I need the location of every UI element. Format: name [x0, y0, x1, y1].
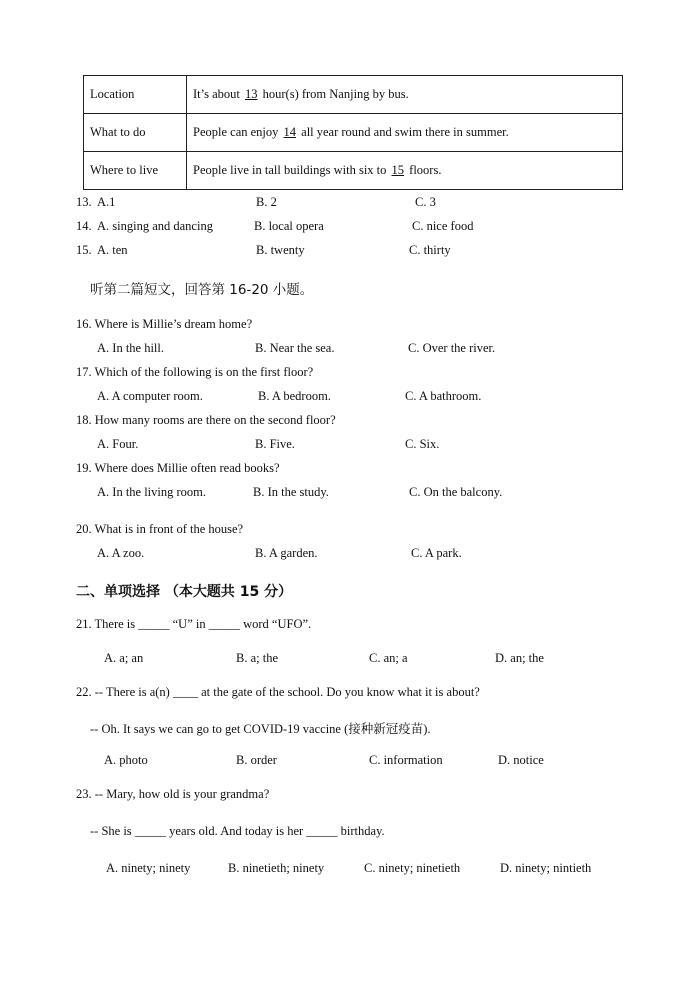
q22-option-b: B. order — [236, 753, 277, 767]
cell-text: People can enjoy — [193, 125, 279, 139]
table-cell-content — [187, 152, 623, 190]
q20-option-a: A. A zoo. — [97, 546, 145, 560]
info-table — [83, 75, 623, 190]
q14-option-c: C. nice food — [412, 219, 474, 233]
q18-stem: 18. How many rooms are there on the second floor? — [76, 413, 336, 427]
q19-stem: 19. Where does Millie often read books? — [76, 461, 280, 475]
q22-option-c: C. information — [369, 753, 443, 767]
table-cell-label: What to do — [84, 114, 187, 152]
blank-15: 15 — [391, 163, 405, 177]
q23-option-c: C. ninety; ninetieth — [364, 861, 461, 875]
q22-option-d: D. notice — [498, 753, 544, 767]
q15-option-a: A. ten — [97, 243, 128, 257]
cell-text: floors. — [409, 163, 442, 177]
q19-option-a: A. In the living room. — [97, 485, 207, 499]
q21-option-a: A. a; an — [104, 651, 144, 665]
q19-option-b: B. In the study. — [253, 485, 329, 499]
cell-text: all year round and swim there in summer. — [301, 125, 509, 139]
section-heading: 二、单项选择 （本大题共 15 分） — [76, 584, 293, 600]
q22-option-a: A. photo — [104, 753, 148, 767]
q22-stem-2: -- Oh. It says we can go to get COVID-19 vaccine (接种新冠疫苗). — [90, 722, 431, 736]
q20-option-b: B. A garden. — [255, 546, 318, 560]
table-row — [84, 114, 623, 152]
q21-stem: 21. There is _____ “U” in _____ word “UFO”. — [76, 617, 312, 631]
q16-stem: 16. Where is Millie’s dream home? — [76, 317, 253, 331]
q21-option-b: B. a; the — [236, 651, 279, 665]
q14-option-a: A. singing and dancing — [97, 219, 213, 233]
listening-instruction: 听第二篇短文，回答第 16-20 小题。 — [90, 282, 314, 298]
q21-option-d: D. an; the — [495, 651, 544, 665]
table-row — [84, 152, 623, 190]
cell-text: hour(s) from Nanjing by bus. — [262, 87, 409, 101]
q23-option-a: A. ninety; ninety — [106, 861, 191, 875]
q17-option-b: B. A bedroom. — [258, 389, 331, 403]
table-cell-label: Where to live — [84, 152, 187, 190]
q17-option-a: A. A computer room. — [97, 389, 203, 403]
q23-stem: 23. -- Mary, how old is your grandma? — [76, 787, 270, 801]
q23-option-d: D. ninety; nintieth — [500, 861, 592, 875]
q17-option-c: C. A bathroom. — [405, 389, 482, 403]
blank-14: 14 — [283, 125, 297, 139]
q18-option-a: A. Four. — [97, 437, 139, 451]
q16-option-a: A. In the hill. — [97, 341, 165, 355]
q13-option-a: A.1 — [97, 195, 116, 209]
q19-option-c: C. On the balcony. — [409, 485, 503, 499]
cell-text: People live in tall buildings with six to — [193, 163, 387, 177]
q14-number: 14. — [76, 219, 92, 233]
q13-number: 13. — [76, 195, 92, 209]
blank-13: 13 — [245, 87, 258, 101]
q23-stem-2: -- She is _____ years old. And today is her _____ birthday. — [90, 824, 385, 838]
q17-stem: 17. Which of the following is on the first floor? — [76, 365, 314, 379]
q15-option-b: B. twenty — [256, 243, 305, 257]
q14-option-b: B. local opera — [254, 219, 324, 233]
q15-option-c: C. thirty — [409, 243, 451, 257]
q18-option-c: C. Six. — [405, 437, 440, 451]
q20-stem: 20. What is in front of the house? — [76, 522, 244, 536]
q13-option-c: C. 3 — [415, 195, 436, 209]
table-cell-content — [187, 76, 623, 114]
q13-option-b: B. 2 — [256, 195, 277, 209]
q21-option-c: C. an; a — [369, 651, 408, 665]
table-cell-content — [187, 114, 623, 152]
q20-option-c: C. A park. — [411, 546, 462, 560]
q15-number: 15. — [76, 243, 92, 257]
q16-option-b: B. Near the sea. — [255, 341, 335, 355]
table-cell-label: Location — [84, 76, 187, 114]
q18-option-b: B. Five. — [255, 437, 295, 451]
q23-option-b: B. ninetieth; ninety — [228, 861, 325, 875]
table-row — [84, 76, 623, 114]
cell-text: It’s about — [193, 87, 240, 101]
q16-option-c: C. Over the river. — [408, 341, 496, 355]
q22-stem: 22. -- There is a(n) ____ at the gate of the school. Do you know what it is about? — [76, 685, 480, 699]
